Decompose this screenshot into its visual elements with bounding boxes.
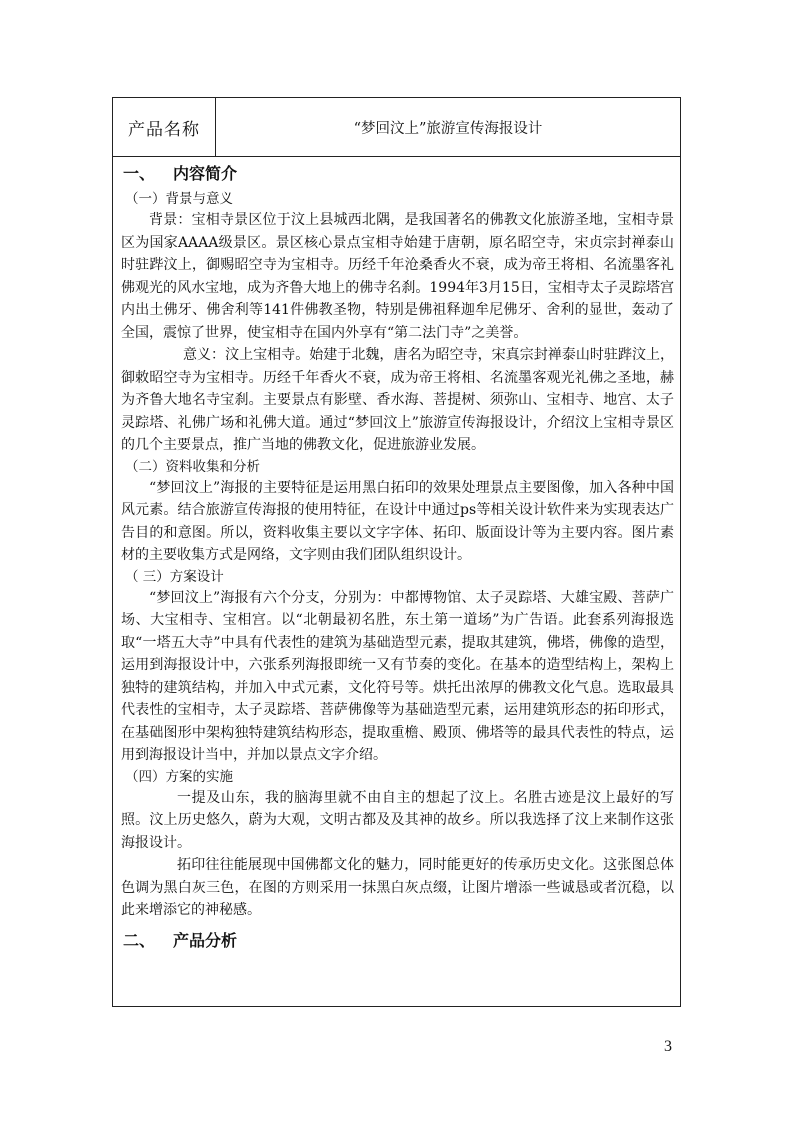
paragraph-implementation-1: 一提及山东，我的脑海里就不由自主的想起了汶上。名胜古迹是汶上最好的写照。汶上历史悠久，蔚为大观，文明古都及及其神的故乡。所以我选择了汶上来制作这张海报设计。: [121, 789, 674, 851]
paragraph-design: “梦回汶上”海报有六个分支，分别为：中都博物馆、太子灵踪塔、大雄宝殿、菩萨广场、大宝相寺、宝相宫。以“北朝最初名胜，东土第一道场”为广告语。此套系列海报选取“一塔五大寺”中具有代表性的建筑为基础造型元素，提取其建筑，佛塔，佛像的造型，运用到海报设计中，六张系列海报即统一又有节奏的变化。在基本的造型结构上，架构上独特的建筑结构，并加入中式元素，文化符号等。烘托出浓厚的佛教文化气息。选取最具代表性的宝相寺，太子灵踪塔、菩萨佛像等为基础造型元素，运用建筑形态的拓印形式，在基础图形中架构独特建筑结构形态，提取重檐、殿顶、佛塔等的最具代表性的特点，运用到海报设计当中，并加以景点文字介绍。: [121, 589, 674, 763]
section-number: 一、: [123, 164, 156, 183]
paragraph-background: 背景：宝相寺景区位于汶上县城西北隅，是我国著名的佛教文化旅游圣地，宝相寺景区为国家AAAA级景区。景区核心景点宝相寺始建于唐朝，原名昭空寺，宋贞宗封禅泰山时驻跸汶上，御赐昭空寺为宝相寺。历经千年沧桑香火不衰，成为帝王将相、名流墨客礼佛观光的风水宝地，成为齐鲁大地上的佛寺名刹。1994年3月15日，宝相寺太子灵踪塔宫内出土佛牙、佛舍利等141件佛教圣物，特别是佛祖释迦牟尼佛牙、舍利的显世，轰动了全国，震惊了世界，使宝相寺在国内外享有“第二法门寺”之美誉。: [121, 212, 674, 341]
subheading-design: （ 三）方案设计: [125, 568, 224, 585]
section-title: 产品分析: [173, 930, 238, 950]
content-cell: [121, 160, 674, 956]
section-number: 二、: [123, 930, 156, 950]
paragraph-significance: 意义：汶上宝相寺。始建于北魏，唐名为昭空寺，宋真宗封禅泰山时驻跸汶上，御敕昭空寺为宝相寺。历经千年香火不衰，成为帝王将相、名流墨客观光礼佛之圣地，赫为齐鲁大地名寺宝刹。主要景点有影壁、香水海、菩提树、须弥山、宝相寺、地宫、太子灵踪塔、礼佛广场和礼佛大道。通过“梦回汶上”旅游宣传海报设计，介绍汶上宝相寺景区的几个主要景点，推广当地的佛教文化，促进旅游业发展。: [121, 347, 674, 453]
product-name-row: [113, 98, 680, 157]
section-heading-analysis: [123, 927, 674, 955]
page-number: 3: [664, 1038, 672, 1055]
content-table: [112, 97, 681, 1007]
product-name-label: 产品名称: [113, 98, 216, 156]
section-heading-intro: [123, 160, 674, 188]
subheading-implementation: （四）方案的实施: [125, 768, 233, 785]
product-name-value: “梦回汶上”旅游宣传海报设计: [353, 120, 543, 137]
subheading-background: （一）背景与意义: [125, 191, 233, 207]
paragraph-implementation-2: 拓印往往能展现中国佛都文化的魅力，同时能更好的传承历史文化。这张图总体色调为黑白灰三色，在图的方则采用一抹黑白灰点缀，让图片增添一些诚恳或者沉稳，以此来增添它的神秘感。: [121, 857, 674, 918]
section-title: 内容简介: [173, 164, 238, 183]
paragraph-materials: “梦回汶上”海报的主要特征是运用黑白拓印的效果处理景点主要图像，加入各种中国风元素。结合旅游宣传海报的使用特征，在设计中通过ps等相关设计软件来为实现表达广告目的和意图。所以，资料收集主要以文字字体、拓印、版面设计等为主要内容。图片素材的主要收集方式是网络，文字则由我们团队组织设计。: [121, 479, 674, 563]
subheading-materials: （二）资料收集和分析: [125, 458, 260, 475]
